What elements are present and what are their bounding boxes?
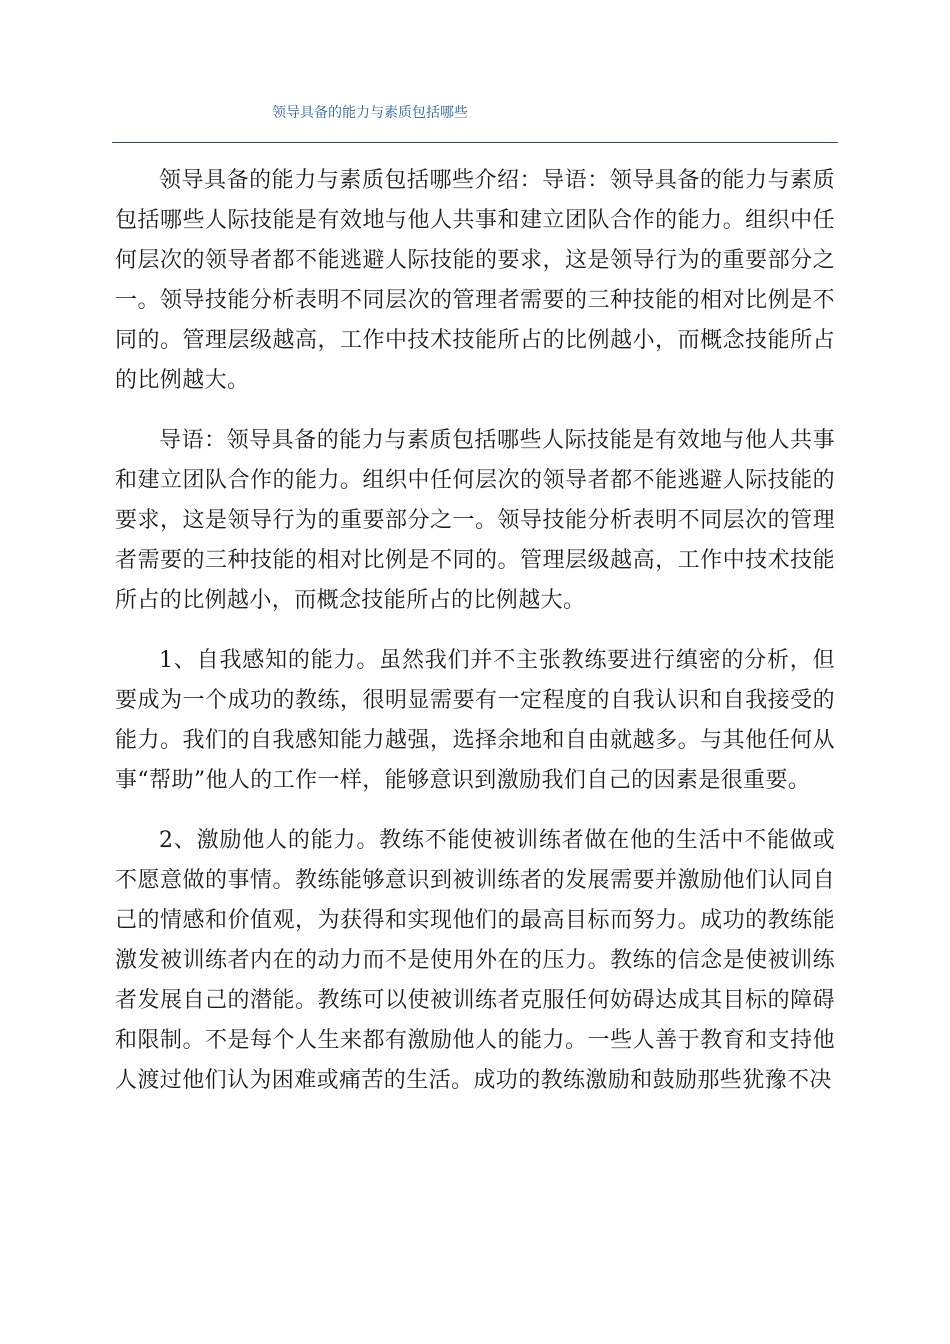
paragraph-guide: 导语：领导具备的能力与素质包括哪些人际技能是有效地与他人共事和建立团队合作的能力。组织中任何层次的领导者都不能逃避人际技能的要求，这是领导行为的重要部分之一。领导技能分析表明不同层次的管理者需要的三种技能的相对比例是不同的。管理层级越高，工作中技术技能所占的比例越小，而概念技能所占的比例越大。: [115, 428, 835, 613]
header-divider: [112, 142, 838, 143]
paragraph-intro: 领导具备的能力与素质包括哪些介绍：导语：领导具备的能力与素质包括哪些人际技能是有效地与他人共事和建立团队合作的能力。组织中任何层次的领导者都不能逃避人际技能的要求，这是领导行为的重要部分之一。领导技能分析表明不同层次的管理者需要的三种技能的相对比例是不同的。管理层级越高，工作中技术技能所占的比例越小，而概念技能所占的比例越大。: [115, 168, 835, 393]
paragraph-motivating-others: 2、激励他人的能力。教练不能使被训练者做在他的生活中不能做或不愿意做的事情。教练能够意识到被训练者的发展需要并激励他们认同自己的情感和价值观，为获得和实现他们的最高目标而努力。成功的教练能激发被训练者内在的动力而不是使用外在的压力。教练的信念是使被训练者发展自己的潜能。教练可以使被训练者克服任何妨碍达成其目标的障碍和限制。不是每个人生来都有激励他人的能力。一些人善于教育和支持他人渡过他们认为困难或痛苦的生活。成功的教练激励和鼓励那些犹豫不决: [115, 828, 835, 1093]
document-body: [115, 161, 835, 1121]
paragraph-self-awareness: 1、自我感知的能力。虽然我们并不主张教练要进行缜密的分析，但要成为一个成功的教练，很明显需要有一定程度的自我认识和自我接受的能力。我们的自我感知能力越强，选择余地和自由就越多。与其他任何从事“帮助”他人的工作一样，能够意识到激励我们自己的因素是很重要。: [115, 648, 835, 793]
running-header-title: 领导具备的能力与素质包括哪些: [272, 105, 468, 121]
